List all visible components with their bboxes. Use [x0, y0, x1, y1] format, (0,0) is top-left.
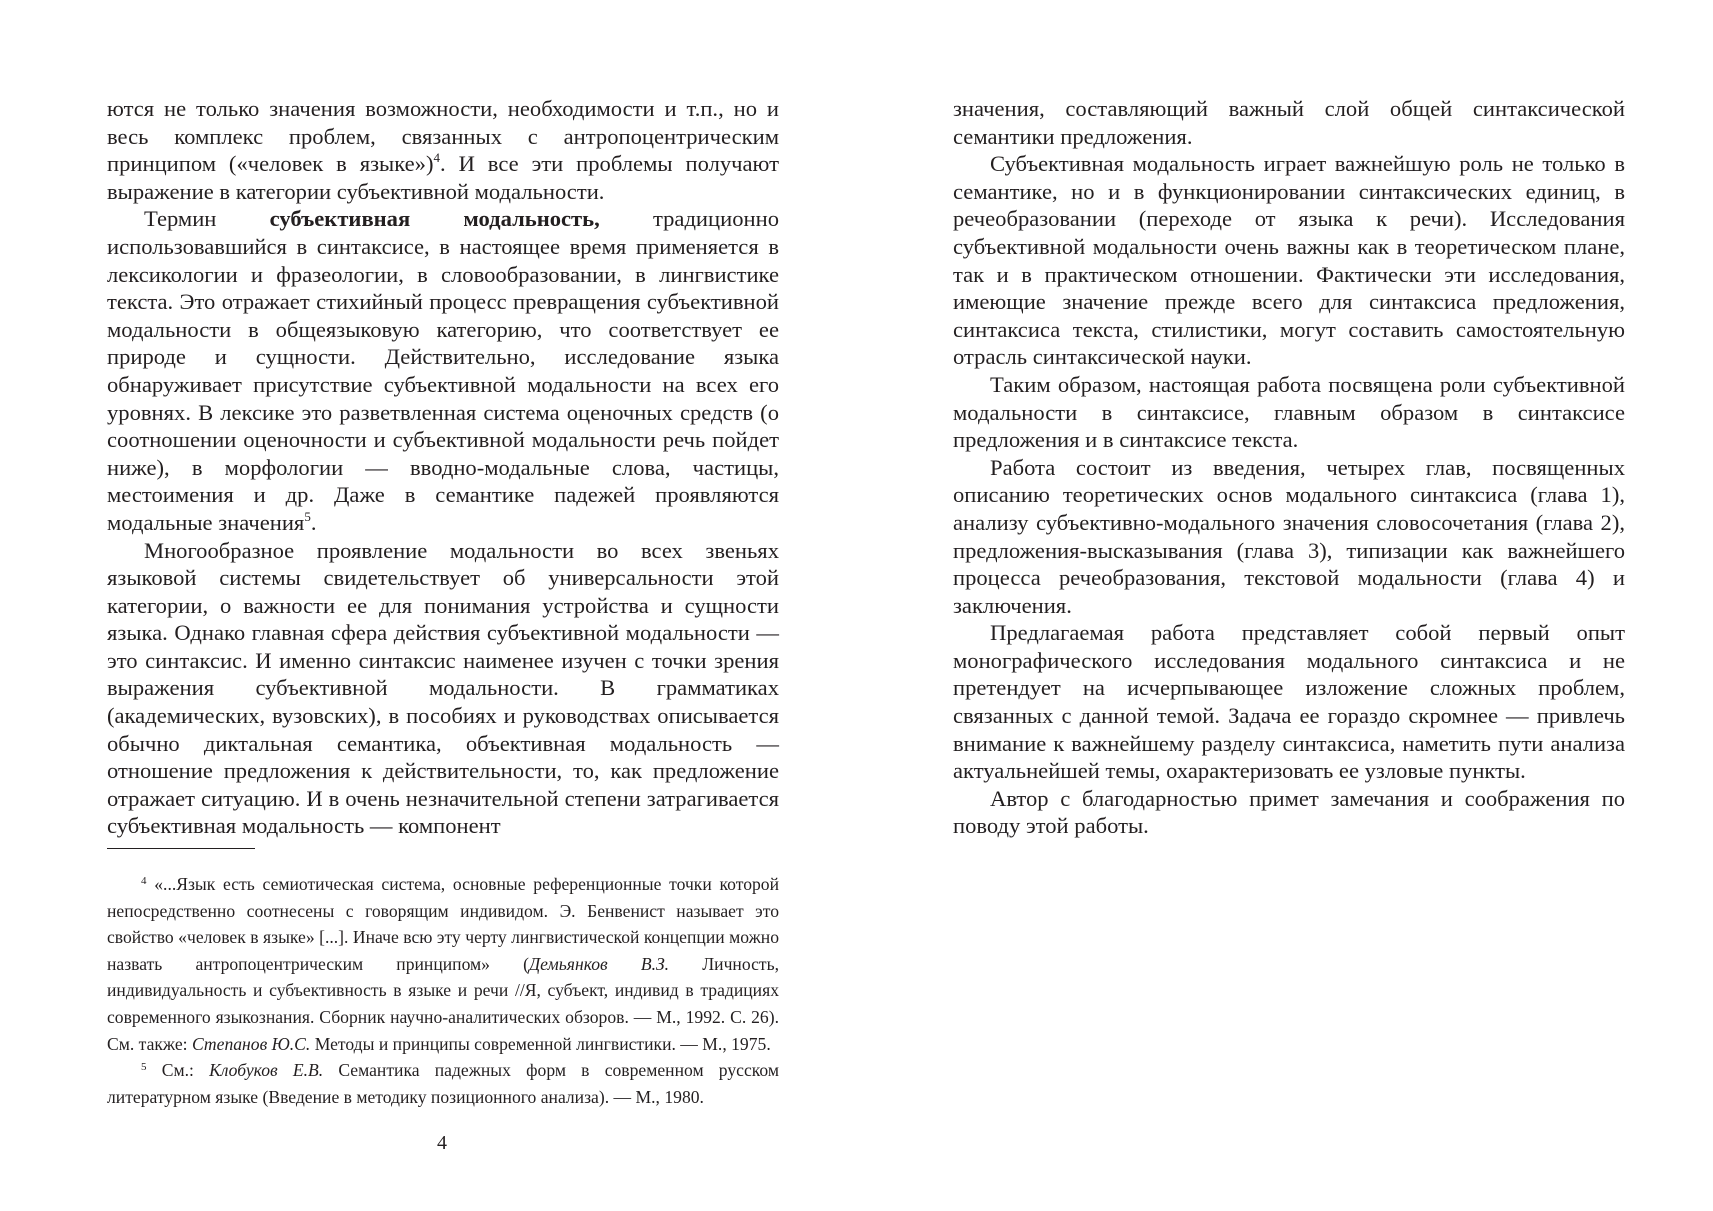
footnote-ref[interactable]: 5	[304, 508, 311, 524]
footnote-mark: 4	[141, 875, 147, 887]
footnote: $^5$ См.: Клобуков Е.В. Семантика падежных форм в современном русском литературном языке (Введение в методику позиционного анализа). — М., 1980.	[107, 1060, 780, 1107]
footnotes	[107, 871, 779, 1110]
paragraph: значения, составляющий важный слой общей синтаксической семантики предложения.	[953, 96, 1625, 149]
footnote-divider	[107, 848, 255, 849]
footnote: $^4$ «...Язык есть семиотическая система, основные референционные точки которой непосредственно соотнесены с говорящим индивидом. Э. Бенвенист называет это свойство «человек в языке» [...]. Иначе всю эту черту лингвистической концепции можно назвать антропоцентрическим принципом» (Демьянков В.З. Личность, индивидуальность и субъективность в языке и речи //Я, субъект, индивид в традициях современного языкознания. Сборник научно-аналитических обзоров. — М., 1992. С. 26). См. также: Степанов Ю.С. Методы и принципы современной лингвистики. — М., 1975.	[107, 874, 780, 1054]
page-number: 4	[437, 1132, 447, 1154]
left-page	[107, 95, 779, 840]
paragraph: Субъективная модальность играет важнейшую роль не только в семантике, но и в функционировании синтаксических единиц, в речеобразовании (переходе от языка к речи). Исследования субъективной модальности очень важны как в теоретическом плане, так и в практическом отношении. Фактически эти исследования, имеющие значение прежде всего для синтаксиса предложения, синтаксиса текста, стилистики, могут составить самостоятельную отрасль синтаксической науки.	[953, 151, 1625, 370]
paragraph: Многообразное проявление модальности во всех звеньях языковой системы свидетельствует об универсальности этой категории, о важности ее для понимания устройства и сущности языка. Однако главная сфера действия субъективной модальности — это синтаксис. И именно синтаксис наименее изучен с точки зрения выражения субъективной модальности. В грамматиках (академических, вузовских), в пособиях и руководствах описывается обычно диктальная семантика, объективная модальность — отношение предложения к действительности, то, как предложение отражает ситуацию. И в очень незначительной степени затрагивается субъективная модальность — компонент	[107, 537, 779, 839]
paragraph: Термин субъективная модальность, традиционно использовавшийся в синтаксисе, в настоящее время применяется в лексикологии и фразеологии, в словообразовании, в лингвистике текста. Это отражает стихийный процесс превращения субъективной модальности в общеязыковую категорию, что соответствует ее природе и сущности. Действительно, исследование языка обнаруживает присутствие субъективной модальности на всех его уровнях. В лексике это разветвленная система оценочных средств (о соотношении оценочности и субъективной модальности речь пойдет ниже), в морфологии — вводно-модальные слова, частицы, местоимения и др. Даже в семантике падежей проявляются модальные значения$^5$.	[107, 206, 779, 535]
paragraph: Работа состоит из введения, четырех глав, посвященных описанию теоретических основ модального синтаксиса (глава 1), анализу субъективно-модального значения словосочетания (глава 2), предложения-высказывания (глава 3), типизации как важнейшего процесса речеобразования, текстовой модальности (глава 4) и заключения.	[953, 454, 1625, 618]
paragraph: ются не только значения возможности, необходимости и т.п., но и весь комплекс проблем, связанных с антропоцентрическим принципом («человек в языке»)$^4$. И все эти проблемы получают выражение в категории субъективной модальности.	[107, 96, 779, 204]
paragraph: Предлагаемая работа представляет собой первый опыт монографического исследования модального синтаксиса и не претендует на исчерпывающее изложение сложных проблем, связанных с данной темой. Задача ее гораздо скромнее — привлечь внимание к важнейшему разделу синтаксиса, наметить пути анализа актуальнейшей темы, охарактеризовать ее узловые пункты.	[953, 620, 1625, 784]
paragraph: Таким образом, настоящая работа посвящена роли субъективной модальности в синтаксисе, главным образом в синтаксисе предложения и в синтаксисе текста.	[953, 371, 1625, 453]
term-bold: субъективная модальность,	[269, 206, 600, 232]
paragraph: Автор с благодарностью примет замечания и соображения по поводу этой работы.	[953, 785, 1625, 839]
footnote-ref[interactable]: 4	[433, 150, 441, 166]
footnote-mark: 5	[141, 1061, 147, 1074]
right-page	[953, 95, 1625, 840]
